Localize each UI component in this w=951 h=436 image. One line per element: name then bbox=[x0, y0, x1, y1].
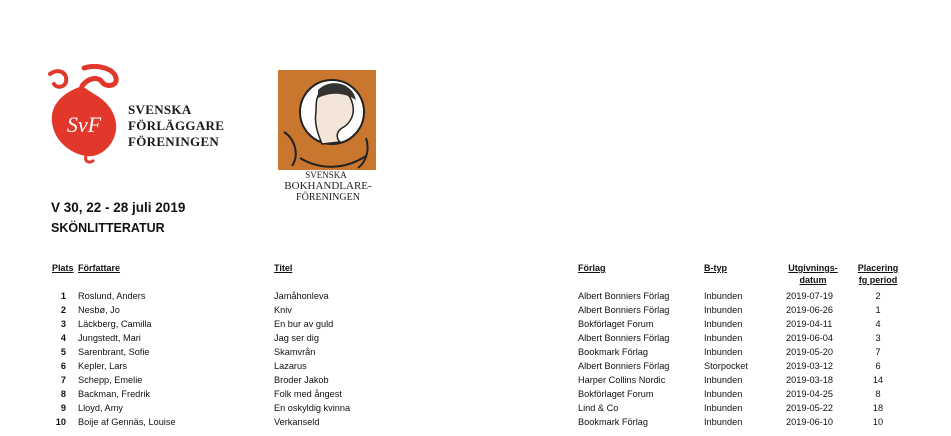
cell-publisher: Albert Bonniers Förlag bbox=[578, 333, 670, 343]
table-row bbox=[0, 289, 951, 303]
cell-publisher: Bokförlaget Forum bbox=[578, 319, 654, 329]
cell-binding: Inbunden bbox=[704, 305, 743, 315]
cell-release-date: 2019-06-04 bbox=[786, 333, 833, 343]
cell-author: Nesbø, Jo bbox=[78, 305, 120, 315]
cell-previous-placement: 18 bbox=[872, 403, 884, 413]
cell-release-date: 2019-04-11 bbox=[786, 319, 833, 329]
cell-binding: Inbunden bbox=[704, 417, 743, 427]
cell-publisher: Albert Bonniers Förlag bbox=[578, 305, 670, 315]
cell-release-date: 2019-03-18 bbox=[786, 375, 833, 385]
svg-text:BOKHANDLARE-: BOKHANDLARE- bbox=[284, 180, 372, 192]
cell-plats: 2 bbox=[60, 305, 66, 315]
cell-plats: 4 bbox=[60, 333, 66, 343]
cell-plats: 1 bbox=[60, 291, 66, 301]
cell-plats: 10 bbox=[55, 417, 66, 427]
cell-title: Lazarus bbox=[274, 361, 307, 371]
cell-publisher: Bookmark Förlag bbox=[578, 417, 648, 427]
cell-author: Boije af Gennäs, Louise bbox=[78, 417, 176, 427]
cell-publisher: Lind & Co bbox=[578, 403, 619, 413]
cell-author: Kepler, Lars bbox=[78, 361, 128, 371]
cell-author: Backman, Fredrik bbox=[78, 389, 150, 399]
cell-previous-placement: 4 bbox=[875, 319, 881, 329]
cell-title: Jag ser dig bbox=[274, 333, 319, 343]
cell-author: Jungstedt, Mari bbox=[78, 333, 141, 343]
column-header-utgivningsdatum: Utgivnings- datum bbox=[788, 263, 838, 285]
cell-title: Folk med ångest bbox=[274, 389, 342, 399]
cell-binding: Inbunden bbox=[704, 319, 743, 329]
cell-release-date: 2019-05-20 bbox=[786, 347, 833, 357]
cell-plats: 8 bbox=[60, 389, 66, 399]
cell-previous-placement: 6 bbox=[875, 361, 881, 371]
table-row bbox=[0, 401, 951, 415]
cell-publisher: Bokförlaget Forum bbox=[578, 389, 654, 399]
cell-binding: Inbunden bbox=[704, 347, 743, 357]
table-row bbox=[0, 415, 951, 429]
table-row bbox=[0, 387, 951, 401]
column-header-titel: Titel bbox=[274, 263, 293, 273]
cell-publisher: Bookmark Förlag bbox=[578, 347, 648, 357]
table-row bbox=[0, 373, 951, 387]
column-header-plats: Plats bbox=[52, 263, 74, 273]
cell-plats: 3 bbox=[60, 319, 66, 329]
cell-author: Sarenbrant, Sofie bbox=[78, 347, 150, 357]
cell-plats: 6 bbox=[60, 361, 66, 371]
cell-plats: 5 bbox=[60, 347, 66, 357]
cell-previous-placement: 14 bbox=[872, 375, 884, 385]
sbf-logo bbox=[270, 62, 390, 204]
week-heading: V 30, 22 - 28 juli 2019 bbox=[51, 200, 186, 215]
cell-author: Lloyd, Amy bbox=[78, 403, 123, 413]
svf-logo bbox=[44, 64, 234, 164]
cell-binding: Storpocket bbox=[704, 361, 748, 371]
cell-previous-placement: 2 bbox=[875, 291, 881, 301]
column-header-placering: Placering fg period bbox=[857, 263, 899, 285]
cell-author: Läckberg, Camilla bbox=[78, 319, 152, 329]
column-header-forlag: Förlag bbox=[578, 263, 606, 273]
cell-title: En oskyldig kvinna bbox=[274, 403, 351, 413]
cell-previous-placement: 7 bbox=[875, 347, 881, 357]
cell-binding: Inbunden bbox=[704, 403, 743, 413]
table-row bbox=[0, 317, 951, 331]
svf-logo-text: SVENSKA FÖRLÄGGARE FÖRENINGEN bbox=[128, 102, 225, 149]
table-row bbox=[0, 359, 951, 373]
column-header-forfattare: Författare bbox=[78, 263, 121, 273]
bestseller-list bbox=[0, 289, 951, 429]
cell-binding: Inbunden bbox=[704, 333, 743, 343]
cell-publisher: Albert Bonniers Förlag bbox=[578, 291, 670, 301]
cell-plats: 9 bbox=[60, 403, 66, 413]
cell-release-date: 2019-04-25 bbox=[786, 389, 833, 399]
genre-heading: SKÖNLITTERATUR bbox=[51, 221, 165, 235]
cell-previous-placement: 8 bbox=[875, 389, 881, 399]
cell-release-date: 2019-07-19 bbox=[786, 291, 833, 301]
cell-publisher: Harper Collins Nordic bbox=[578, 375, 666, 385]
svf-emblem-icon bbox=[44, 64, 124, 164]
cell-previous-placement: 1 bbox=[875, 305, 881, 315]
cell-title: En bur av guld bbox=[274, 319, 334, 329]
svg-text:FÖRENINGEN: FÖRENINGEN bbox=[296, 192, 360, 203]
cell-title: Kniv bbox=[274, 305, 292, 315]
sbf-emblem-icon bbox=[270, 62, 390, 204]
cell-release-date: 2019-06-10 bbox=[786, 417, 833, 427]
cell-publisher: Albert Bonniers Förlag bbox=[578, 361, 670, 371]
cell-author: Roslund, Anders bbox=[78, 291, 146, 301]
cell-title: Broder Jakob bbox=[274, 375, 329, 385]
cell-binding: Inbunden bbox=[704, 389, 743, 399]
cell-release-date: 2019-06-26 bbox=[786, 305, 833, 315]
table-row bbox=[0, 345, 951, 359]
cell-release-date: 2019-03-12 bbox=[786, 361, 833, 371]
cell-binding: Inbunden bbox=[704, 291, 743, 301]
cell-title: Jamåhonleva bbox=[274, 291, 329, 301]
cell-release-date: 2019-05-22 bbox=[786, 403, 833, 413]
cell-previous-placement: 3 bbox=[875, 333, 881, 343]
cell-author: Schepp, Emelie bbox=[78, 375, 143, 385]
svg-text:SVENSKA: SVENSKA bbox=[305, 170, 347, 180]
table-row bbox=[0, 303, 951, 317]
svg-text:SvF: SvF bbox=[66, 112, 102, 137]
cell-binding: Inbunden bbox=[704, 375, 743, 385]
cell-title: Skamvrån bbox=[274, 347, 316, 357]
cell-plats: 7 bbox=[60, 375, 66, 385]
cell-title: Verkanseld bbox=[274, 417, 320, 427]
table-row bbox=[0, 331, 951, 345]
cell-previous-placement: 10 bbox=[872, 417, 884, 427]
column-header-btyp: B-typ bbox=[704, 263, 727, 273]
